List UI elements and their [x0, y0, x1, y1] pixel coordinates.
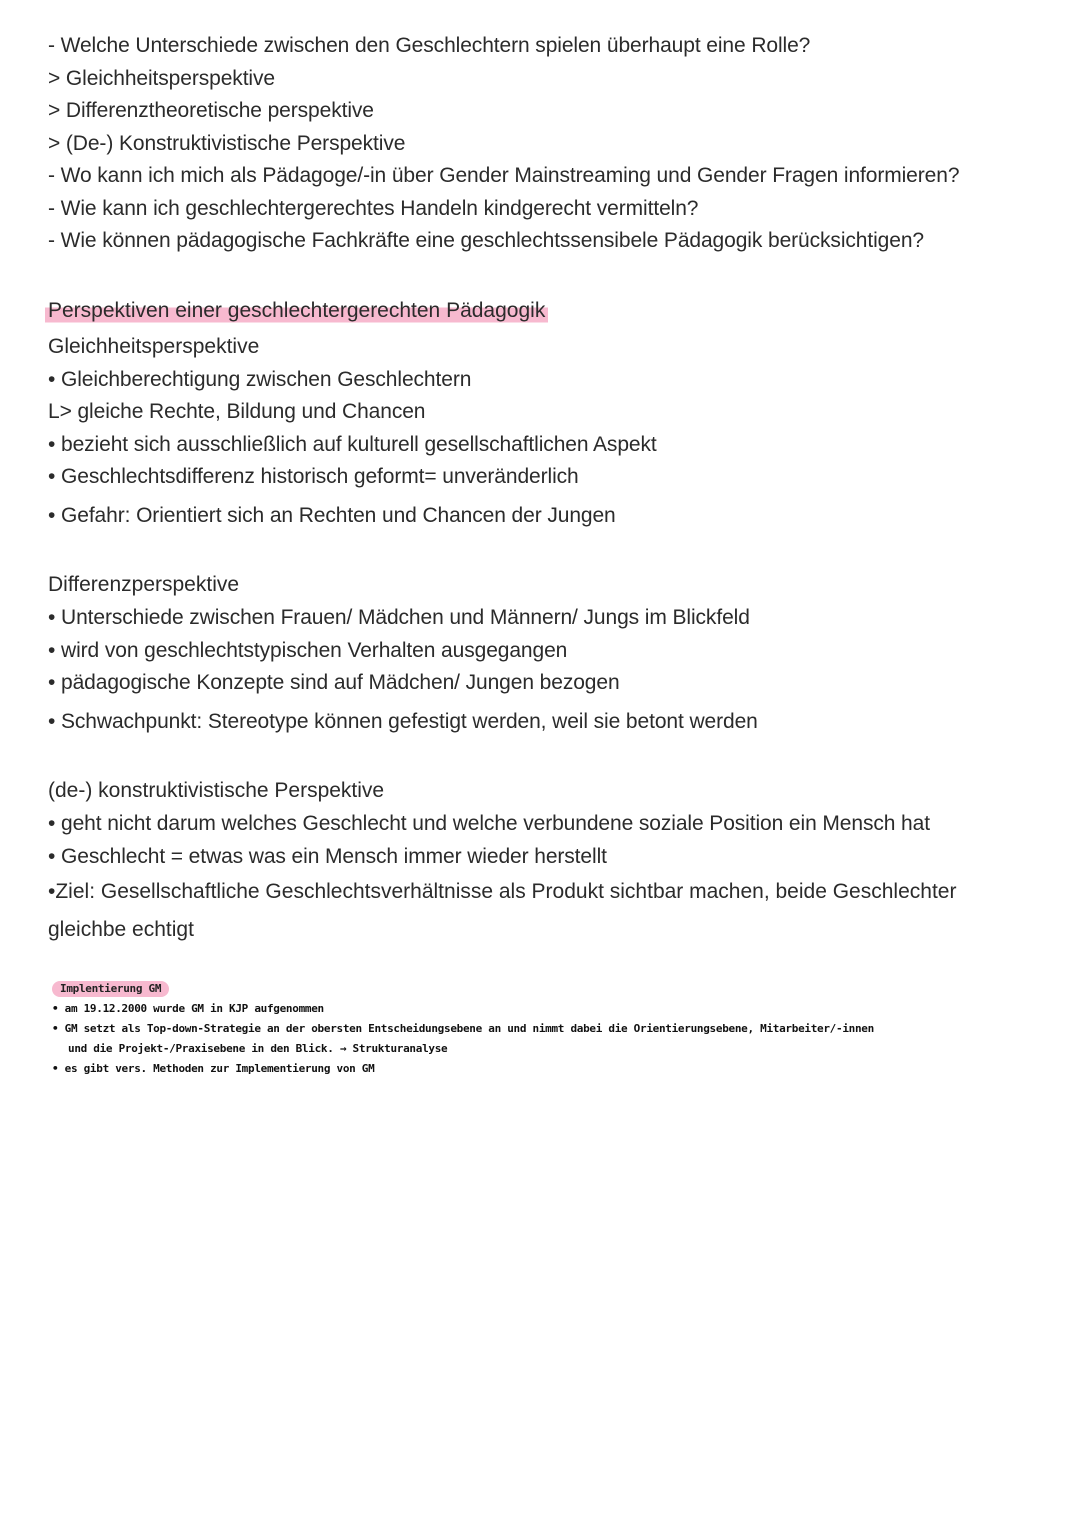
- section-title: Differenzperspektive: [48, 573, 240, 596]
- bullet-item: • Geschlechtsdifferenz historisch geformt= unveränderlich: [48, 461, 1038, 494]
- sub-item: L> gleiche Rechte, Bildung und Chancen: [48, 400, 426, 423]
- intro-line: - Wie kann ich geschlechtergerechtes Handeln kindgerecht vermitteln?: [48, 196, 699, 220]
- main-heading: Perspektiven einer geschlechtergerechten Pädagogik: [45, 296, 548, 326]
- intro-line: - Wie können pädagogische Fachkräfte eine geschlechtssensibele Pädagogik berücksichtigen?: [48, 229, 924, 252]
- handwritten-line: • GM setzt als Top-down-Strategie an der obersten Entscheidungsebene an und nimmt dabei die Orientierungsebene, Mitarbeiter/-innen: [52, 1022, 874, 1035]
- section-gleichheit: [48, 330, 1038, 533]
- bullet-item: • Gefahr: Orientiert sich an Rechten und Chancen der Jungen: [48, 500, 1038, 533]
- bullet-item: • Schwachpunkt: Stereotype können gefestigt werden, weil sie betont werden: [48, 706, 1038, 739]
- section-title: (de-) konstruktivistische Perspektive: [48, 779, 385, 802]
- handwritten-line: • am 19.12.2000 wurde GM in KJP aufgenommen: [52, 1002, 324, 1015]
- intro-line: - Wo kann ich mich als Pädagoge/-in über Gender Mainstreaming und Gender Fragen informieren?: [48, 164, 960, 187]
- notes-page: [48, 30, 1038, 1079]
- intro-line: - Welche Unterschiede zwischen den Geschlechtern spielen überhaupt eine Rolle?: [48, 34, 811, 57]
- intro-line: > (De-) Konstruktivistische Perspektive: [48, 131, 406, 155]
- bullet-item: • Geschlecht = etwas was ein Mensch immer wieder herstellt: [48, 841, 1038, 874]
- handwritten-title: Implentierung GM: [52, 981, 169, 997]
- section-konstruktivistisch: [48, 774, 1038, 949]
- section-differenz: [48, 568, 1038, 738]
- bullet-item: • pädagogische Konzepte sind auf Mädchen/ Jungen bezogen: [48, 667, 1038, 700]
- intro-line: > Differenztheoretische perspektive: [48, 99, 374, 122]
- bullet-item: • Gleichberechtigung zwischen Geschlechtern: [48, 364, 1038, 397]
- handwritten-line: • es gibt vers. Methoden zur Implementierung von GM: [52, 1062, 375, 1075]
- intro-questions: [48, 30, 1038, 258]
- goal-item: •Ziel: Gesellschaftliche Geschlechtsverhältnisse als Produkt sichtbar machen, beide Geschlechter gleichbe echtigt: [48, 880, 957, 941]
- bullet-item: • wird von geschlechtstypischen Verhalten ausgegangen: [48, 635, 1038, 668]
- bullet-item: • geht nicht darum welches Geschlecht und welche verbundene soziale Position ein Mensch hat: [48, 808, 1038, 841]
- intro-line: > Gleichheitsperspektive: [48, 66, 275, 90]
- section-title: Gleichheitsperspektive: [48, 334, 260, 358]
- bullet-item: • bezieht sich ausschließlich auf kulturell gesellschaftlichen Aspekt: [48, 429, 1038, 462]
- handwritten-notes: [52, 979, 1038, 1079]
- handwritten-line: und die Projekt-/Praxisebene in den Blick. → Strukturanalyse: [68, 1042, 448, 1055]
- bullet-item: • Unterschiede zwischen Frauen/ Mädchen und Männern/ Jungs im Blickfeld: [48, 602, 1038, 635]
